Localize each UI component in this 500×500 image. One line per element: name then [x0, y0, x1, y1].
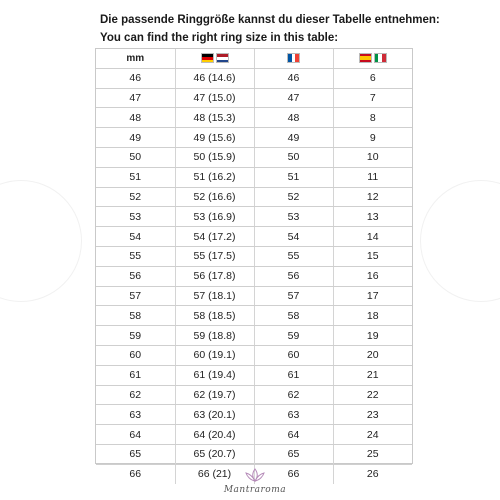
- ring-size-table-container: [95, 48, 413, 481]
- table-row: [96, 405, 412, 425]
- cell-mm: 53: [96, 207, 175, 227]
- cell-es-it: 7: [333, 88, 412, 108]
- cell-fr: 60: [254, 345, 333, 365]
- cell-mm: 49: [96, 128, 175, 148]
- cell-es-it: 22: [333, 385, 412, 405]
- cell-es-it: 24: [333, 425, 412, 445]
- cell-fr: 53: [254, 207, 333, 227]
- cell-fr: 56: [254, 266, 333, 286]
- cell-fr: 54: [254, 227, 333, 247]
- table-row: [96, 207, 412, 227]
- cell-mm: 62: [96, 385, 175, 405]
- cell-es-it: 25: [333, 444, 412, 464]
- cell-mm: 66: [96, 464, 175, 483]
- cell-de-nl: 53 (16.9): [175, 207, 254, 227]
- table-row: [96, 286, 412, 306]
- table-row: [96, 187, 412, 207]
- cell-de-nl: 52 (16.6): [175, 187, 254, 207]
- heading-german: Die passende Ringgröße kannst du dieser Tabelle entnehmen:: [100, 14, 440, 26]
- table-row: [96, 147, 412, 167]
- heading: [100, 11, 440, 47]
- column-header-mm: mm: [96, 49, 175, 68]
- cell-mm: 52: [96, 187, 175, 207]
- cell-de-nl: 46 (14.6): [175, 68, 254, 88]
- cell-fr: 57: [254, 286, 333, 306]
- cell-mm: 57: [96, 286, 175, 306]
- table-row: [96, 108, 412, 128]
- cell-fr: 66: [254, 464, 333, 483]
- table-row: [96, 68, 412, 88]
- cell-de-nl: 55 (17.5): [175, 246, 254, 266]
- cell-es-it: 9: [333, 128, 412, 148]
- table-header-row: [96, 49, 412, 68]
- background-ornament-left: [0, 180, 82, 302]
- cell-mm: 60: [96, 345, 175, 365]
- table-body: [96, 68, 412, 483]
- flag-germany-icon: [201, 53, 214, 63]
- table-row: [96, 227, 412, 247]
- cell-de-nl: 64 (20.4): [175, 425, 254, 445]
- cell-es-it: 21: [333, 365, 412, 385]
- cell-mm: 51: [96, 167, 175, 187]
- cell-mm: 64: [96, 425, 175, 445]
- cell-de-nl: 58 (18.5): [175, 306, 254, 326]
- cell-de-nl: 60 (19.1): [175, 345, 254, 365]
- table-row: [96, 425, 412, 445]
- table-row: [96, 306, 412, 326]
- cell-de-nl: 59 (18.8): [175, 326, 254, 346]
- flag-spain-icon: [359, 53, 372, 63]
- column-header-de-nl: [175, 49, 254, 68]
- cell-es-it: 23: [333, 405, 412, 425]
- cell-mm: 46: [96, 68, 175, 88]
- cell-mm: 61: [96, 365, 175, 385]
- cell-fr: 46: [254, 68, 333, 88]
- cell-fr: 62: [254, 385, 333, 405]
- cell-mm: 63: [96, 405, 175, 425]
- table-row: [96, 365, 412, 385]
- cell-es-it: 8: [333, 108, 412, 128]
- cell-fr: 59: [254, 326, 333, 346]
- column-header-fr: [254, 49, 333, 68]
- table-row: [96, 385, 412, 405]
- column-header-es-it: [333, 49, 412, 68]
- cell-fr: 52: [254, 187, 333, 207]
- cell-mm: 48: [96, 108, 175, 128]
- cell-es-it: 10: [333, 147, 412, 167]
- background-ornament-right: [420, 180, 500, 302]
- cell-de-nl: 51 (16.2): [175, 167, 254, 187]
- cell-de-nl: 57 (18.1): [175, 286, 254, 306]
- cell-es-it: 14: [333, 227, 412, 247]
- cell-de-nl: 50 (15.9): [175, 147, 254, 167]
- cell-de-nl: 47 (15.0): [175, 88, 254, 108]
- cell-es-it: 26: [366, 468, 379, 481]
- cell-mm: 65: [96, 444, 175, 464]
- table-row: [96, 345, 412, 365]
- cell-mm: 58: [96, 306, 175, 326]
- cell-de-nl: 56 (17.8): [175, 266, 254, 286]
- cell-fr: 49: [254, 128, 333, 148]
- cell-mm: 50: [96, 147, 175, 167]
- cell-fr: 65: [254, 444, 333, 464]
- cell-fr: 64: [254, 425, 333, 445]
- cell-es-it: 15: [333, 246, 412, 266]
- cell-de-nl: 61 (19.4): [175, 365, 254, 385]
- cell-de-nl: 66 (21): [175, 464, 254, 483]
- table-row: [96, 326, 412, 346]
- cell-es-it: 6: [333, 68, 412, 88]
- cell-es-it: 13: [333, 207, 412, 227]
- brand-logo: [200, 468, 310, 495]
- cell-de-nl: 62 (19.7): [175, 385, 254, 405]
- cell-fr: 48: [254, 108, 333, 128]
- cell-fr: 58: [254, 306, 333, 326]
- table-row: [96, 266, 412, 286]
- lotus-icon: [242, 468, 268, 482]
- cell-mm: 47: [96, 88, 175, 108]
- cell-fr: 50: [254, 147, 333, 167]
- cell-fr: 47: [254, 88, 333, 108]
- cell-fr: 55: [254, 246, 333, 266]
- cell-es-it: 20: [333, 345, 412, 365]
- table-row: [96, 167, 412, 187]
- cell-mm: 54: [96, 227, 175, 247]
- heading-english: You can find the right ring size in this table:: [100, 32, 339, 44]
- cell-es-it: 16: [333, 266, 412, 286]
- cell-mm: 59: [96, 326, 175, 346]
- cell-es-it: 11: [333, 167, 412, 187]
- cell-es-it: 17: [333, 286, 412, 306]
- cell-de-nl: 63 (20.1): [175, 405, 254, 425]
- table-row: [96, 246, 412, 266]
- cell-mm: 56: [96, 266, 175, 286]
- table-row: [96, 444, 412, 464]
- table-row: [96, 88, 412, 108]
- cell-es-it: 18: [333, 306, 412, 326]
- cell-de-nl: 48 (15.3): [175, 108, 254, 128]
- cell-de-nl: 65 (20.7): [175, 444, 254, 464]
- brand-name: Mantraroma: [223, 485, 287, 495]
- cell-es-it: 12: [333, 187, 412, 207]
- flag-italy-icon: [374, 53, 387, 63]
- ring-size-table: [96, 49, 412, 484]
- table-row: [96, 128, 412, 148]
- cell-mm: 55: [96, 246, 175, 266]
- cell-fr: 63: [254, 405, 333, 425]
- flag-france-icon: [287, 53, 300, 63]
- cell-de-nl: 49 (15.6): [175, 128, 254, 148]
- cell-fr: 51: [254, 167, 333, 187]
- cell-fr: 61: [254, 365, 333, 385]
- cell-de-nl: 54 (17.2): [175, 227, 254, 247]
- flag-netherlands-icon: [216, 53, 229, 63]
- cell-es-it: 19: [333, 326, 412, 346]
